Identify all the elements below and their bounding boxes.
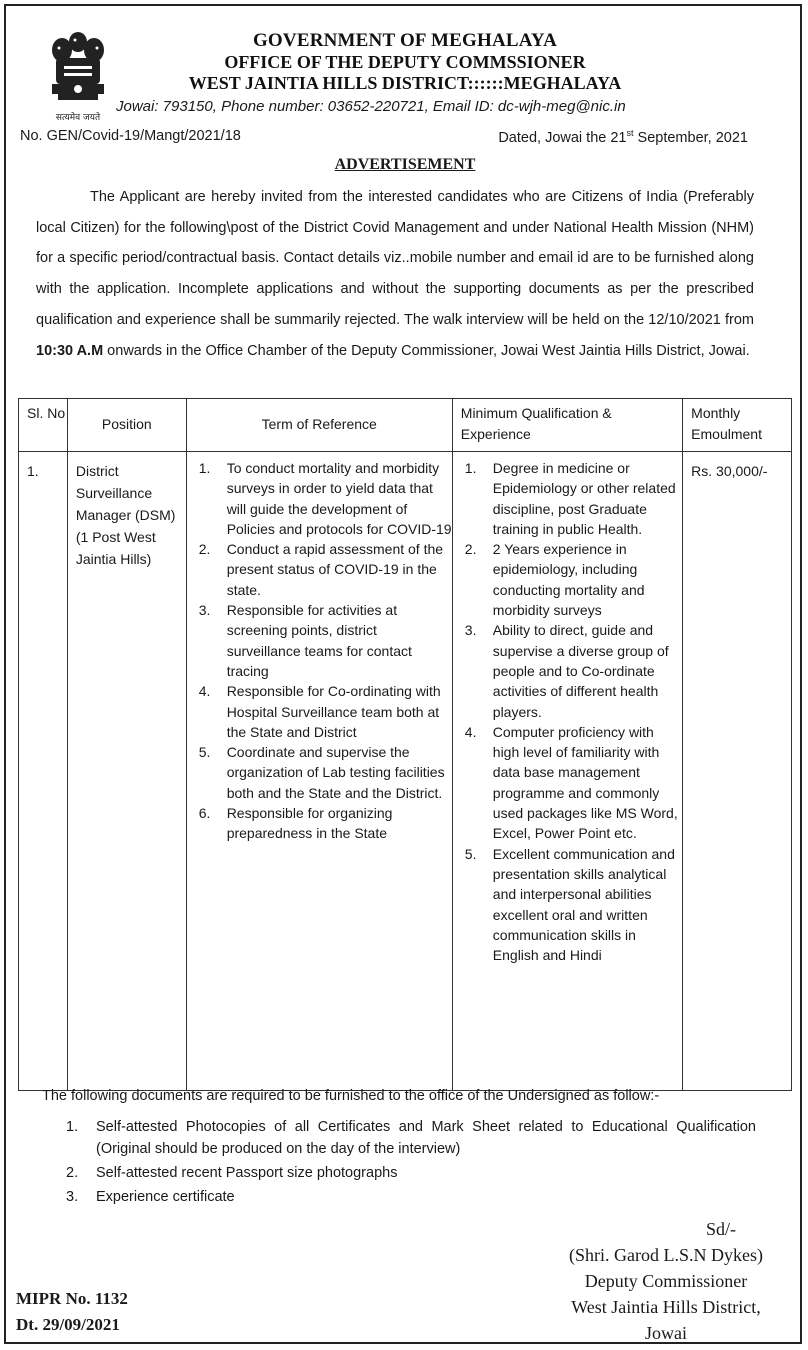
header-term (186, 399, 452, 452)
list-item-text: Computer proficiency with high level of familiarity with data base management programme and commonly used packages like MS Word, Excel, Power Point etc. (492, 723, 678, 842)
list-item-text: 2 Years experience in epidemiology, including conducting mortality and morbidity surveys (492, 541, 645, 619)
list-item-text: Conduct a rapid assessment of the present status of COVID-19 in the state. (226, 541, 444, 598)
list-item (187, 458, 452, 539)
header-position (67, 399, 186, 452)
advertisement-page (4, 4, 802, 1344)
list-item (453, 844, 682, 966)
table-row (19, 452, 792, 1091)
intro-text-2: onwards in the Office Chamber of the Deputy Commissioner, Jowai West Jaintia Hills District, Jowai. (103, 342, 750, 359)
header-qualification (452, 399, 682, 452)
list-item (453, 722, 682, 844)
list-item-number: 2. (66, 1165, 79, 1181)
list-item-text: Experience certificate (96, 1189, 235, 1205)
signatory-place: Jowai (645, 1323, 687, 1343)
header-position-label: Position (101, 416, 152, 432)
list-item-text: Responsible for organizing preparedness in the State (226, 805, 393, 842)
list-item-text: Coordinate and supervise the organization of Lab testing facilities both and the State and the District. (226, 744, 445, 801)
list-item-number: 2. (198, 541, 211, 558)
header-salary (683, 399, 792, 452)
list-item (187, 681, 452, 742)
list-item (66, 1116, 756, 1160)
signatory-district: West Jaintia Hills District, (571, 1297, 761, 1317)
signature-block (546, 1216, 786, 1346)
row-sl: 1. (19, 452, 68, 1091)
row-salary: Rs. 30,000/- (683, 452, 792, 1091)
document-title: ADVERTISEMENT (334, 156, 476, 173)
government-heading: GOVERNMENT OF MEGHALAYA (252, 30, 558, 51)
row-position: District Surveillance Manager (DSM) (1 Post West Jaintia Hills) (67, 452, 186, 1091)
interview-time: 10:30 A.M (36, 342, 104, 359)
mipr-date: Dt. 29/09/2021 (16, 1315, 120, 1334)
list-item-number: 1. (464, 460, 477, 476)
date-prefix: Dated, Jowai the 21 (498, 129, 627, 146)
row-qualifications (452, 452, 682, 1091)
list-item-number: 5. (464, 845, 477, 862)
district-heading: WEST JAINTIA HILLS DISTRICT::::::MEGHALAYA (188, 73, 622, 93)
list-item (453, 539, 682, 620)
list-item-text: Self-attested recent Passport size photographs (96, 1165, 398, 1181)
table-header-row (19, 399, 792, 452)
contact-line: Jowai: 793150, Phone number: 03652-220721, Email ID: dc-wjh-meg@nic.in (116, 98, 626, 115)
list-item-number: 4. (464, 723, 477, 740)
list-item-text: To conduct mortality and morbidity surveys in order to yield data that will guide the development of Policies and protocols for COVID-19 (226, 460, 452, 537)
list-item-text: Excellent communication and presentation skills analytical and interpersonal abilities excellent oral and written communication skills in English and Hindi (492, 845, 675, 964)
list-item-text: Degree in medicine or Epidemiology or other related discipline, post Graduate training in public Health. (492, 460, 676, 537)
header-term-label: Term of Reference (261, 416, 377, 432)
list-item (187, 600, 452, 681)
signature-sd: Sd/- (705, 1219, 736, 1239)
documents-intro: The following documents are required to be furnished to the office of the Undersigned as follow:- (42, 1088, 660, 1104)
list-item-number: 3. (464, 622, 477, 639)
list-item (66, 1186, 756, 1208)
list-item (187, 803, 452, 844)
list-item-number: 1. (198, 460, 211, 476)
row-terms (186, 452, 452, 1091)
signatory-designation: Deputy Commissioner (584, 1271, 748, 1291)
reference-number: No. GEN/Covid-19/Mangt/2021/18 (20, 128, 241, 144)
header-sl (19, 399, 68, 452)
list-item-text: Self-attested Photocopies of all Certificates and Mark Sheet related to Educational Qualification (Original should be produced on the day of the interview) (96, 1119, 756, 1157)
header-sl-label: Sl. No (27, 405, 66, 421)
list-item-number: 4. (198, 683, 211, 700)
list-item-text: Responsible for activities at screening points, district surveillance teams for contact tracing (226, 602, 412, 679)
mipr-number: MIPR No. 1132 (16, 1289, 128, 1308)
list-item-text: Ability to direct, guide and supervise a diverse group of people and to Co-ordinate activities of different health players. (492, 622, 669, 720)
list-item-number: 1. (66, 1119, 79, 1135)
documents-list (66, 1116, 756, 1210)
qualifications-list (453, 458, 682, 965)
list-item-number: 3. (66, 1189, 79, 1205)
list-item (187, 742, 452, 803)
dated-line (498, 128, 748, 146)
list-item (66, 1162, 756, 1184)
intro-paragraph (36, 182, 754, 366)
signatory-name: (Shri. Garod L.S.N Dykes) (569, 1245, 763, 1265)
list-item-number: 2. (464, 541, 477, 558)
list-item-number: 3. (198, 602, 211, 619)
list-item (187, 539, 452, 600)
list-item-number: 6. (198, 805, 211, 822)
list-item-text: Responsible for Co-ordinating with Hospital Surveillance team both at the State and District (226, 683, 441, 740)
header-qualification-label: Minimum Qualification & Experience (460, 405, 612, 442)
list-item (453, 458, 682, 539)
vacancy-table (18, 398, 792, 1091)
header-salary-label: Monthly Emoulment (691, 405, 762, 442)
office-heading: OFFICE OF THE DEPUTY COMMSSIONER (224, 52, 586, 72)
date-superscript: st (626, 128, 634, 138)
emblem-motto: सत्यमेव जयते (55, 113, 101, 123)
mipr-block (16, 1286, 128, 1338)
list-item (453, 620, 682, 721)
list-item-number: 5. (198, 744, 211, 761)
intro-text-1: The Applicant are hereby invited from the interested candidates who are Citizens of India (Preferably local Citizen) for the following\post of the District Covid Management and under National Health Mission (NHM) for a specific period/contractual basis. Contact details viz..mobile number and email id are to be furnished along with the application. Incomplete applications and without the supporting documents as per the prescribed qualification and experience shall be summarily rejected. The walk interview will be held on the 12/10/2021 from (36, 189, 754, 328)
date-suffix: September, 2021 (633, 129, 748, 146)
terms-list (187, 458, 452, 844)
